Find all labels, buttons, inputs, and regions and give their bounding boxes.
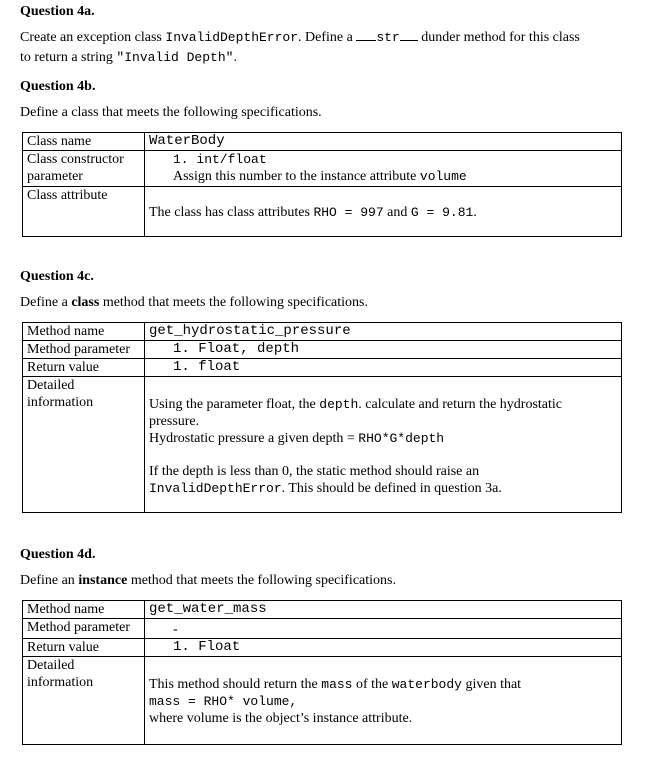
q4b-intro: Define a class that meets the following specifications.: [20, 105, 322, 120]
q4c-detail-exception: InvalidDepthError: [149, 481, 282, 496]
q4b-attribute-text: .: [473, 205, 477, 220]
q4c-heading: Question 4c.: [20, 269, 94, 284]
q4d-intro-bold: instance: [78, 573, 128, 588]
q4d-detail-line1: [149, 657, 617, 693]
q4b-constructor-label-line2: parameter: [27, 169, 83, 184]
q4d-detail-code-mass: mass: [321, 677, 353, 692]
q4d-return-label: Return value: [23, 639, 145, 657]
q4d-detail-line3: where volume is the object’s instance attribute.: [149, 711, 413, 726]
q4a-text: Create an exception class: [20, 30, 166, 45]
q4d-intro-text: method that meets the following specifications.: [127, 573, 396, 588]
q4c-detail-text: Using the parameter float, the: [149, 397, 320, 412]
q4a-dunder: str: [376, 30, 400, 45]
q4a-blank-left: [356, 40, 376, 41]
q4c-intro: [20, 293, 368, 313]
q4a-class-name: InvalidDepthError: [165, 30, 299, 45]
q4a-line2: [20, 48, 237, 68]
q4b-constructor-item: 1. int/float: [173, 152, 267, 167]
q4c-detail-label-line2: information: [27, 395, 94, 410]
q4c-return-value: 1. float: [145, 359, 622, 377]
q4b-constructor-label-line1: Class constructor: [27, 152, 124, 167]
q4c-detail-value: [145, 377, 622, 513]
q4c-detail-p3-line2: [149, 480, 617, 497]
q4c-detail-label: [23, 377, 145, 513]
q4d-heading: Question 4d.: [20, 547, 96, 562]
q4a-text: .: [233, 50, 237, 65]
q4a-blank-right: [400, 40, 418, 41]
q4b-attribute-g: G = 9.81: [410, 205, 474, 220]
q4b-attribute-rho: RHO = 997: [313, 205, 384, 220]
q4d-return-value: 1. Float: [145, 639, 622, 657]
q4d-detail-text: given that: [461, 677, 522, 692]
q4c-detail-p1: [149, 377, 617, 413]
q4c-detail-code: depth: [319, 397, 359, 412]
q4b-constructor-desc-text: Assign this number to the instance attribute: [173, 169, 420, 184]
q4a-string-value: "Invalid Depth": [116, 50, 234, 65]
q4b-attribute-text: and: [383, 205, 411, 220]
q4d-method-name-value: get_water_mass: [145, 601, 622, 619]
q4c-detail-label-line1: Detailed: [27, 378, 75, 393]
q4d-detail-code-waterbody: waterbody: [391, 677, 462, 692]
q4c-detail-text: . This should be defined in question 3a.: [281, 481, 502, 496]
q4c-intro-bold: class: [71, 295, 100, 310]
q4c-method-name-value: get_hydrostatic_pressure: [145, 323, 622, 341]
q4d-method-param-value: -: [145, 619, 622, 639]
q4b-attribute-label: Class attribute: [23, 187, 145, 237]
q4b-constructor-desc-attr: volume: [419, 169, 467, 184]
q4c-spec-table: [22, 322, 622, 513]
q4c-detail-text: Hydrostatic pressure a given depth =: [149, 431, 359, 446]
q4b-constructor-desc: [149, 168, 617, 185]
q4d-detail-value: [145, 657, 622, 745]
q4d-detail-text: This method should return the: [149, 677, 322, 692]
q4d-detail-label-line1: Detailed: [27, 658, 75, 673]
q4c-method-name-label: Method name: [23, 323, 145, 341]
q4c-detail-p2: [149, 430, 617, 447]
q4c-detail-text: . calculate and return the hydrostatic: [358, 397, 562, 412]
q4b-attribute-value: [145, 187, 622, 237]
q4b-class-name-value: WaterBody: [145, 133, 622, 151]
q4b-attribute-desc: [149, 187, 617, 221]
q4d-intro-text: Define an: [20, 573, 79, 588]
q4a-text: . Define a: [298, 30, 357, 45]
q4a-heading: Question 4a.: [20, 4, 95, 19]
q4d-method-name-label: Method name: [23, 601, 145, 619]
q4d-detail-label: [23, 657, 145, 745]
q4c-intro-text: Define a: [20, 295, 72, 310]
q4a-line1: [20, 28, 640, 48]
q4c-intro-text: method that meets the following specifications.: [99, 295, 368, 310]
q4c-method-param-label: Method parameter: [23, 341, 145, 359]
q4c-detail-p3: If the depth is less than 0, the static method should raise an: [149, 464, 480, 479]
q4d-spec-table: [22, 600, 622, 745]
q4a-text: dunder method for this class: [417, 30, 580, 45]
q4b-constructor-value: [145, 151, 622, 187]
q4d-intro: [20, 571, 396, 591]
q4a-text: to return a string: [20, 50, 117, 65]
q4c-method-param-value: 1. Float, depth: [145, 341, 622, 359]
q4d-method-param-label: Method parameter: [23, 619, 145, 639]
q4b-attribute-text: The class has class attributes: [149, 205, 314, 220]
q4d-detail-formula: mass = RHO* volume,: [149, 694, 298, 709]
q4b-heading: Question 4b.: [20, 79, 96, 94]
q4b-spec-table: [22, 132, 622, 237]
q4c-return-label: Return value: [23, 359, 145, 377]
q4b-constructor-label: [23, 151, 145, 187]
q4b-class-name-label: Class name: [23, 133, 145, 151]
q4c-detail-p1-line2: pressure.: [149, 414, 200, 429]
q4d-detail-text: of the: [352, 677, 392, 692]
q4d-detail-label-line2: information: [27, 675, 94, 690]
q4c-detail-formula: RHO*G*depth: [358, 431, 445, 446]
